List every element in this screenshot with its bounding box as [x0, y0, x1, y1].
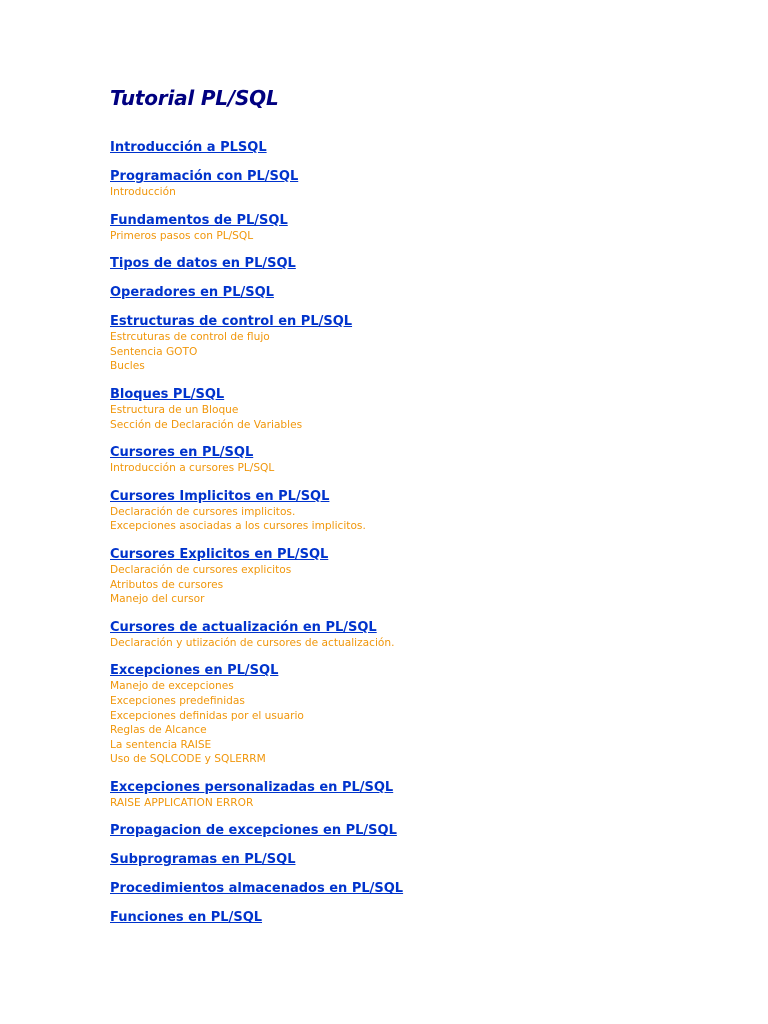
section-link[interactable]: Programación con PL/SQL [110, 169, 299, 184]
subtopic-item: Introducción [110, 186, 176, 198]
section-link[interactable]: Funciones en PL/SQL [110, 910, 263, 926]
subtopic-list [110, 679, 730, 767]
section-link[interactable]: Procedimientos almacenados en PL/SQL [110, 881, 404, 897]
subtopic-item: Sección de Declaración de Variables [110, 418, 303, 431]
toc-section [110, 819, 730, 839]
subtopic-list [110, 461, 730, 476]
subtopic-list [110, 403, 730, 432]
toc-section [110, 252, 730, 272]
section-link[interactable]: Fundamentos de PL/SQL [110, 212, 288, 228]
toc-section [110, 877, 730, 897]
subtopic-item: Reglas de Alcance [110, 724, 207, 737]
section-link[interactable]: Excepciones personalizadas en PL/SQL [110, 779, 394, 795]
subtopic-item: Bucles [110, 360, 145, 373]
subtopic-item: Introducción a cursores PL/SQL [110, 462, 275, 475]
section-link[interactable]: Cursores Explicitos en PL/SQL [110, 546, 329, 562]
subtopic-item: Declaración de cursores implicitos. [110, 505, 296, 518]
subtopic-item: Manejo de excepciones [110, 680, 234, 693]
toc-section [110, 281, 730, 301]
section-link[interactable]: Tipos de datos en PL/SQL [110, 256, 296, 272]
subtopic-item: Declaración y utiización de cursores de actualización. [110, 636, 395, 649]
subtopic-item: La sentencia RAISE [110, 738, 212, 751]
section-link[interactable]: Excepciones en PL/SQL [110, 663, 279, 679]
toc-section [110, 543, 730, 607]
section-link[interactable]: Cursores Implicitos en PL/SQL [110, 488, 330, 504]
subtopic-item: Manejo del cursor [110, 593, 205, 606]
subtopic-list [110, 330, 730, 374]
subtopic-item: Excepciones asociadas a los cursores implicitos. [110, 520, 366, 533]
toc-section [110, 616, 730, 651]
toc-section [110, 310, 730, 374]
subtopic-list [110, 563, 730, 607]
section-link[interactable]: Operadores en PL/SQL [110, 285, 274, 301]
subtopic-item: Estructura de un Bloque [110, 403, 239, 416]
subtopic-item: Estrcuturas de control de flujo [110, 331, 270, 344]
toc-section [110, 848, 730, 868]
section-link[interactable]: Bloques PL/SQL [110, 386, 225, 402]
section-link[interactable]: Cursores de actualización en PL/SQL [110, 619, 377, 635]
table-of-contents [110, 136, 730, 926]
subtopic-item: RAISE APPLICATION ERROR [110, 796, 254, 809]
subtopic-item: Excepciones definidas por el usuario [110, 709, 304, 722]
subtopic-item: Uso de SQLCODE y SQLERRM [110, 753, 266, 766]
section-link[interactable]: Subprogramas en PL/SQL [110, 852, 296, 868]
toc-section [110, 776, 730, 811]
subtopic-list [110, 636, 730, 651]
page-title: Tutorial PL/SQL [110, 86, 279, 110]
toc-section [110, 209, 730, 244]
subtopic-item: Excepciones predefinidas [110, 694, 245, 707]
subtopic-list [110, 229, 730, 244]
section-link[interactable]: Introducción a PLSQL [110, 140, 267, 155]
toc-section [110, 165, 730, 200]
toc-section [110, 906, 730, 926]
toc-section [110, 441, 730, 476]
subtopic-item: Sentencia GOTO [110, 345, 198, 358]
section-link[interactable]: Cursores en PL/SQL [110, 445, 254, 461]
subtopic-item: Atributos de cursores [110, 578, 224, 591]
subtopic-list [110, 185, 730, 200]
document-page [110, 86, 730, 935]
toc-section [110, 659, 730, 767]
toc-section [110, 485, 730, 534]
subtopic-item: Declaración de cursores explicitos [110, 563, 292, 576]
toc-section [110, 383, 730, 432]
subtopic-list [110, 796, 730, 811]
toc-section [110, 136, 730, 156]
section-link[interactable]: Propagacion de excepciones en PL/SQL [110, 823, 397, 839]
subtopic-list [110, 505, 730, 534]
subtopic-item: Primeros pasos con PL/SQL [110, 229, 254, 242]
section-link[interactable]: Estructuras de control en PL/SQL [110, 314, 353, 330]
